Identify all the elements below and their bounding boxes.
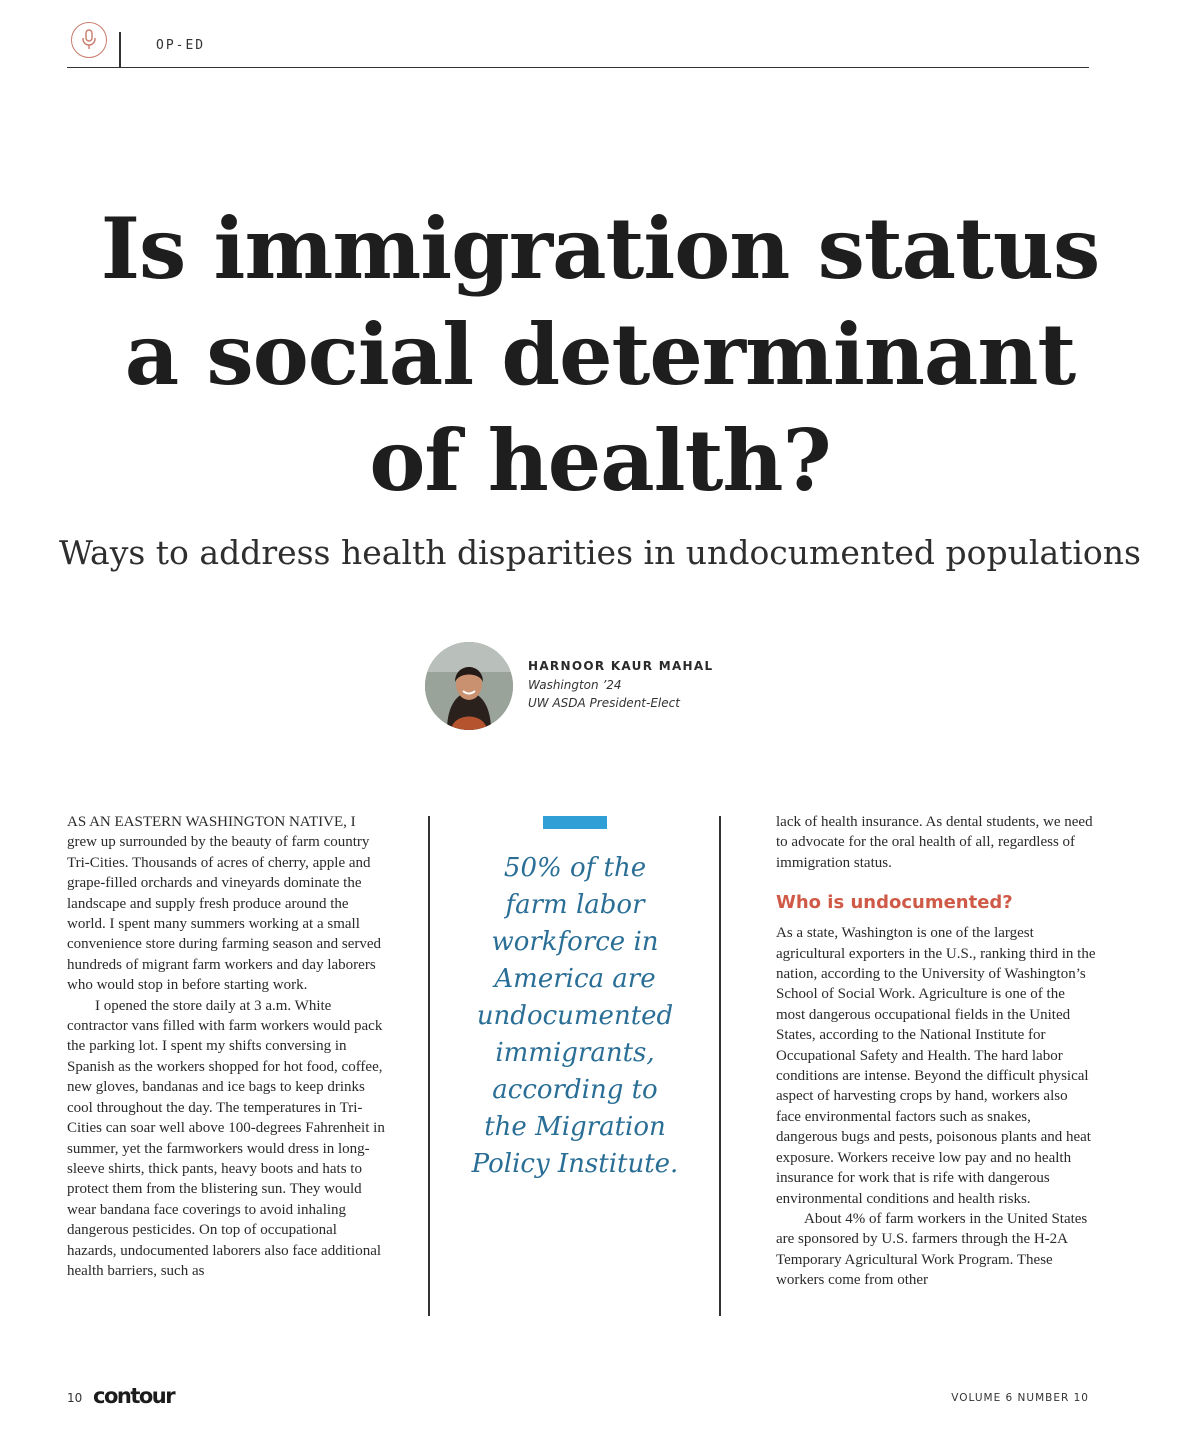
- page-number: 10: [67, 1391, 83, 1405]
- contour-logo: contour: [93, 1384, 175, 1408]
- section-subheading: Who is undocumented?: [776, 892, 1013, 914]
- author-school: Washington ’24: [528, 678, 622, 692]
- section-label: OP-ED: [156, 38, 206, 53]
- headline-line: of health?: [369, 411, 831, 510]
- volume-info: VOLUME 6 NUMBER 10: [951, 1392, 1089, 1404]
- headline: [40, 196, 1160, 514]
- paragraph: As a state, Washington is one of the largest agricultural exporters in the U.S., ranking third in the nation, according to the University of Washington’s School of Social Work. Agriculture is one of the most dangerous occupational fields in the United States, according to the National Institute for Occupational Safety and Health. The hard labor conditions are intense. Beyond the difficult physical aspect of harvesting crops by hand, workers also face environmental factors such as snakes, dangerous bugs and pests, poisonous plants and heat exposure. Workers receive low pay and no health insurance for work that is rife with dangerous environmental conditions and health risks.: [776, 925, 1096, 1207]
- headline-line: a social determinant: [124, 305, 1076, 404]
- paragraph: [67, 812, 387, 996]
- paragraph: I opened the store daily at 3 a.m. White contractor vans filled with farm workers would pack the parking lot. I spent my shifts conversing in Spanish as the workers shopped for hot food, coffee, new gloves, bandanas and ice bags to keep drinks cool throughout the day. The temperatures in Tri-Cities can soar well above 100-degrees Fahrenheit in summer, yet the farmworkers would dress in long-sleeve shirts, thick pants, heavy boots and hats to protect them from the blistering sun. They would wear bandana face coverings to avoid inhaling dangerous pesticides. On top of occupational hazards, undocumented laborers also face additional health barriers, such as: [67, 997, 385, 1279]
- pull-quote-accent: [543, 816, 607, 829]
- page-header: [67, 18, 1089, 68]
- left-column: [67, 812, 387, 1281]
- header-divider: [119, 32, 121, 68]
- column-rule: [428, 816, 430, 1316]
- microphone-icon: [71, 22, 107, 58]
- column-rule: [719, 816, 721, 1316]
- author-title: UW ASDA President-Elect: [528, 696, 680, 710]
- lead-in: AS AN EASTERN WASHINGTON NATIVE,: [67, 814, 347, 830]
- author-name: HARNOOR KAUR MAHAL: [528, 659, 714, 673]
- paragraph-text: I grew up surrounded by the beauty of farm country Tri-Cities. Thousands of acres of cherry, apple and grape-filled orchards and vineyards dominate the landscape and supply fresh produce around the world. I spent many summers working at a small convenience store during farming season and served hundreds of migrant farm workers and day laborers who would stop in before starting work.: [67, 814, 382, 994]
- author-avatar: [425, 642, 513, 730]
- headline-line: Is immigration status: [100, 199, 1100, 298]
- subheadline: Ways to address health disparities in undocumented populations: [58, 533, 1141, 572]
- paragraph: About 4% of farm workers in the United States are sponsored by U.S. farmers through the H-2A Temporary Agricultural Work Program. These workers come from other: [776, 1210, 1088, 1289]
- right-column: [776, 812, 1096, 1291]
- pull-quote: 50% of the farm labor workforce in America are undocumented immigrants, according to the Migration Policy Institute.: [471, 853, 679, 1179]
- paragraph: lack of health insurance. As dental students, we need to advocate for the oral health of all, regardless of immigration status.: [776, 814, 1093, 871]
